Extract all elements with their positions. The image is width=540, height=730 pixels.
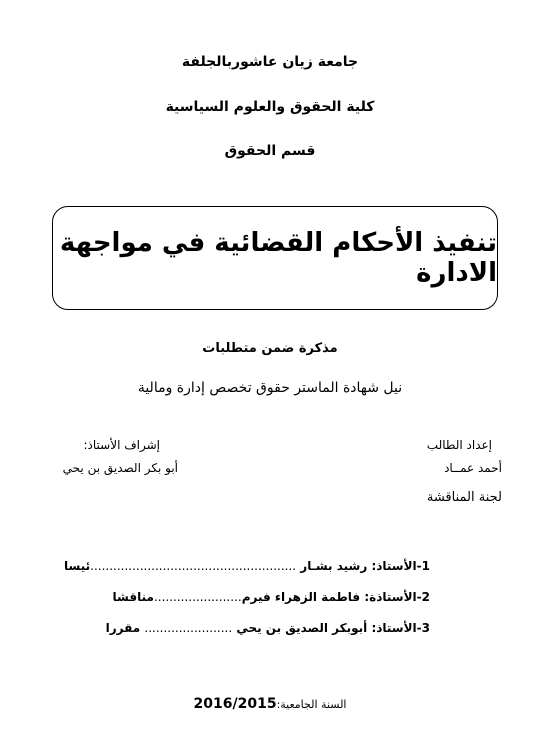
member-prefix: 2-الأستاذة: xyxy=(364,590,430,604)
prepared-by-label: إعداد الطالب xyxy=(426,438,492,452)
member-name: رشيد بشـار xyxy=(300,559,368,573)
member-name: فاطمة الزهراء فيرم xyxy=(241,590,361,604)
student-name: أحمد عمــاد xyxy=(444,461,502,475)
degree-line: نيل شهادة الماستر حقوق تخصص إدارة ومالية xyxy=(137,380,403,396)
academic-year-label: السنة الجامعية: xyxy=(276,698,347,711)
university-name: جامعة زيان عاشوربالجلفة xyxy=(181,54,359,70)
supervision-label: إشراف الأستاذ: xyxy=(83,438,160,452)
title-box xyxy=(52,206,498,310)
member-role: مقررا xyxy=(105,621,141,635)
committee-member-2 xyxy=(113,590,430,604)
member-prefix: 1-الأستاذ: xyxy=(371,559,430,573)
member-name: أبوبكر الصديق بن يحي xyxy=(236,621,368,635)
member-role: مناقشا xyxy=(112,590,154,604)
member-dots: ....................... xyxy=(153,590,242,604)
department-name: قسم الحقوق xyxy=(224,143,316,159)
academic-year xyxy=(0,696,540,712)
member-dots: ...................................................... xyxy=(90,559,297,573)
academic-year-value: 2016/2015 xyxy=(193,696,277,712)
supervisor-name: أبو بكر الصديق بن يحي xyxy=(62,461,178,475)
member-role: ئيسا xyxy=(64,559,91,573)
member-prefix: 3-الأستاذ: xyxy=(371,621,430,635)
committee-label: لجنة المناقشة xyxy=(426,490,502,505)
memo-line: مذكرة ضمن متطلبات xyxy=(202,341,338,356)
committee-member-1 xyxy=(64,559,430,573)
thesis-title: تنفيذ الأحكام القضائية في مواجهة الادارة xyxy=(59,228,497,288)
faculty-name: كلية الحقوق والعلوم السياسية xyxy=(165,99,375,115)
committee-member-3 xyxy=(106,621,430,635)
member-dots: ....................... xyxy=(144,621,233,635)
